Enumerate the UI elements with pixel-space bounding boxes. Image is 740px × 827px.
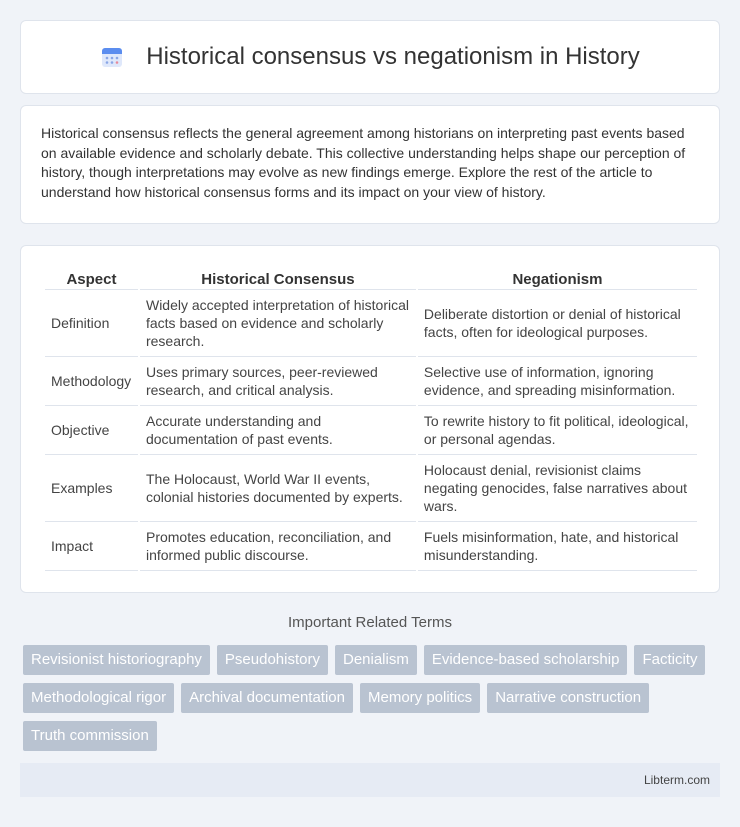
tag-revisionist-historiography[interactable]: Revisionist historiography	[23, 645, 210, 675]
row-negationism: Selective use of information, ignoring evidence, and spreading misinformation.	[418, 357, 697, 406]
footer	[20, 763, 720, 797]
row-aspect: Definition	[45, 290, 138, 357]
tag-truth-commission[interactable]: Truth commission	[23, 721, 157, 751]
tag-methodological-rigor[interactable]: Methodological rigor	[23, 683, 174, 713]
row-aspect: Impact	[45, 522, 138, 571]
row-aspect: Examples	[45, 455, 138, 522]
row-consensus: The Holocaust, World War II events, colonial histories documented by experts.	[140, 455, 416, 522]
related-terms-title: Important Related Terms	[288, 614, 452, 631]
table-row	[45, 522, 697, 571]
tag-facticity[interactable]: Facticity	[634, 645, 705, 675]
row-aspect: Objective	[45, 406, 138, 455]
row-consensus: Accurate understanding and documentation of past events.	[140, 406, 416, 455]
page-title: Historical consensus vs negationism in History	[146, 43, 640, 70]
row-negationism: Fuels misinformation, hate, and historical misunderstanding.	[418, 522, 697, 571]
tag-pseudohistory[interactable]: Pseudohistory	[217, 645, 328, 675]
comparison-table-card	[20, 245, 720, 593]
intro-card	[20, 105, 720, 224]
related-terms-list	[23, 645, 723, 751]
calendar-icon	[100, 45, 124, 69]
table-row	[45, 357, 697, 406]
comparison-table	[43, 264, 699, 571]
tag-archival-documentation[interactable]: Archival documentation	[181, 683, 353, 713]
tag-evidence-based-scholarship[interactable]: Evidence-based scholarship	[424, 645, 628, 675]
header-historical-consensus: Historical Consensus	[140, 264, 416, 290]
table-row	[45, 406, 697, 455]
table-row	[45, 290, 697, 357]
tag-denialism[interactable]: Denialism	[335, 645, 417, 675]
row-consensus: Widely accepted interpretation of historical facts based on evidence and scholarly research.	[140, 290, 416, 357]
row-consensus: Promotes education, reconciliation, and informed public discourse.	[140, 522, 416, 571]
row-negationism: To rewrite history to fit political, ideological, or personal agendas.	[418, 406, 697, 455]
row-aspect: Methodology	[45, 357, 138, 406]
tag-memory-politics[interactable]: Memory politics	[360, 683, 480, 713]
footer-site-link[interactable]: Libterm.com	[643, 773, 710, 787]
row-negationism: Deliberate distortion or denial of historical facts, often for ideological purposes.	[418, 290, 697, 357]
intro-paragraph: Historical consensus reflects the general agreement among historians on interpreting past events based on available evidence and scholarly debate. This collective understanding helps shape our perception of history, though interpretations may evolve as new findings emerge. Explore the rest of the article to understand how historical consensus forms and its impact on your view of history.	[41, 125, 686, 200]
row-negationism: Holocaust denial, revisionist claims negating genocides, false narratives about wars.	[418, 455, 697, 522]
table-row	[45, 455, 697, 522]
header-aspect: Aspect	[45, 264, 138, 290]
tag-narrative-construction[interactable]: Narrative construction	[487, 683, 649, 713]
header-negationism: Negationism	[418, 264, 697, 290]
table-header-row	[45, 264, 697, 290]
header-card	[20, 20, 720, 94]
row-consensus: Uses primary sources, peer-reviewed research, and critical analysis.	[140, 357, 416, 406]
